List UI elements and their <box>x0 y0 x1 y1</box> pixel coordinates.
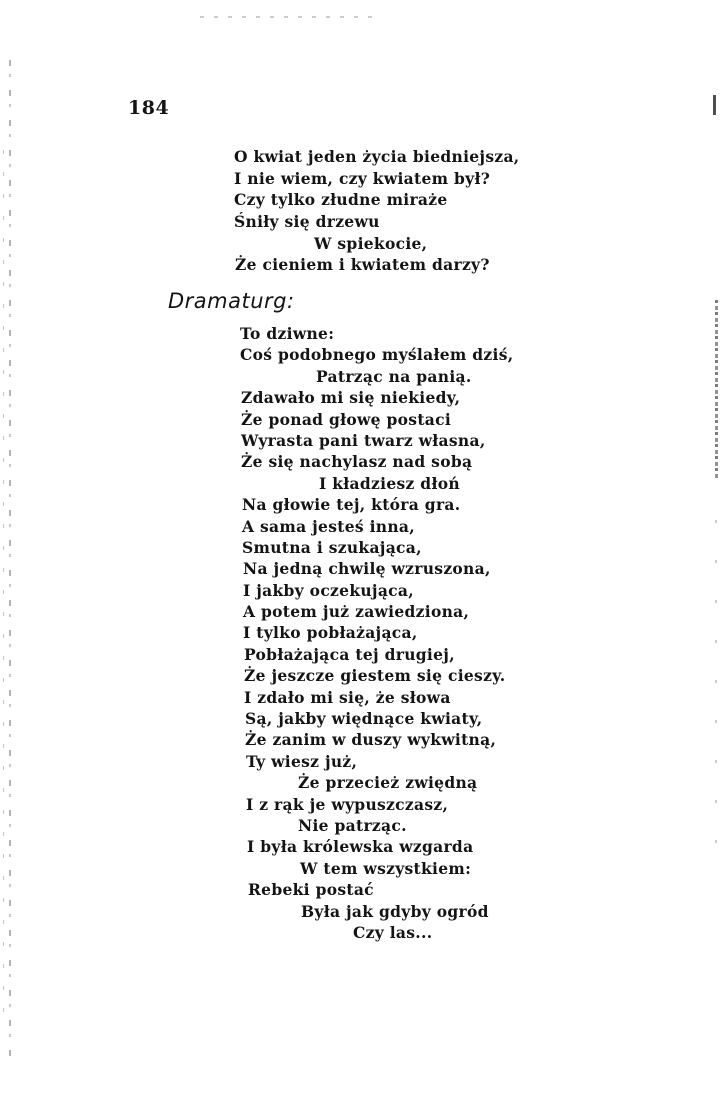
verse-line: W tem wszystkiem: <box>300 858 472 878</box>
verse-line: Coś podobnego myślałem dziś, <box>240 345 514 365</box>
stanza-1 <box>234 146 520 276</box>
verse-line: Że jeszcze giestem się cieszy. <box>244 666 506 686</box>
verse-line: Była jak gdyby ogród <box>301 901 489 921</box>
verse-line: Czy tylko złudne miraże <box>234 190 448 210</box>
verse-line: W spiekocie, <box>314 233 428 253</box>
scan-artifact-right-edge-2 <box>715 520 717 860</box>
verse-line: Czy las... <box>353 922 433 942</box>
verse-line: Na jedną chwilę wzruszona, <box>243 559 491 579</box>
verse-line: Na głowie tej, która gra. <box>242 495 461 515</box>
verse-line: Że przecież zwiędną <box>298 773 478 793</box>
scan-artifact-left-edge-2 <box>3 150 4 1030</box>
verse-line: Wyrasta pani twarz własna, <box>241 430 486 450</box>
verse-line: A potem już zawiedziona, <box>243 602 470 622</box>
stanza-2 <box>240 323 513 943</box>
verse-line: Pobłażająca tej drugiej, <box>244 644 455 664</box>
scan-artifact-right-edge <box>715 300 718 480</box>
scan-artifact-top <box>200 16 380 18</box>
verse-line: I jakby oczekująca, <box>243 580 414 600</box>
verse-line: Są, jakby więdnące kwiaty, <box>245 709 483 729</box>
verse-line: Smutna i szukająca, <box>242 537 422 557</box>
verse-line: Patrząc na panią. <box>316 366 472 386</box>
verse-line: I była królewska wzgarda <box>247 837 474 857</box>
verse-line: I kładziesz dłoń <box>319 473 460 493</box>
verse-line: I tylko pobłażająca, <box>243 623 418 643</box>
verse-line: Zdawało mi się niekiedy, <box>241 388 461 408</box>
verse-line: Nie patrząc. <box>298 815 407 835</box>
speaker-name: Dramaturg: <box>168 289 295 313</box>
verse-line: I zdało mi się, że słowa <box>244 687 451 707</box>
verse-line: Że cieniem i kwiatem darzy? <box>235 255 490 275</box>
verse-line: Że się nachylasz nad sobą <box>241 452 473 472</box>
verse-line: Że ponad głowę postaci <box>241 409 452 429</box>
scan-artifact-right-mark <box>713 95 716 115</box>
verse-line: Że zanim w duszy wykwitną, <box>245 730 497 750</box>
verse-line: I z rąk je wypuszczasz, <box>246 794 449 814</box>
verse-line: O kwiat jeden życia biedniejsza, <box>234 147 520 166</box>
scan-artifact-left-edge <box>9 60 11 1060</box>
verse-line: Rebeki postać <box>248 880 374 900</box>
verse-line: Ty wiesz już, <box>246 751 358 771</box>
verse-line: I nie wiem, czy kwiatem był? <box>234 168 491 188</box>
verse-line: A sama jesteś inna, <box>242 516 415 536</box>
page-number: 184 <box>128 97 170 119</box>
verse-line: Śniły się drzewu <box>234 212 380 232</box>
verse-line: To dziwne: <box>240 324 335 343</box>
